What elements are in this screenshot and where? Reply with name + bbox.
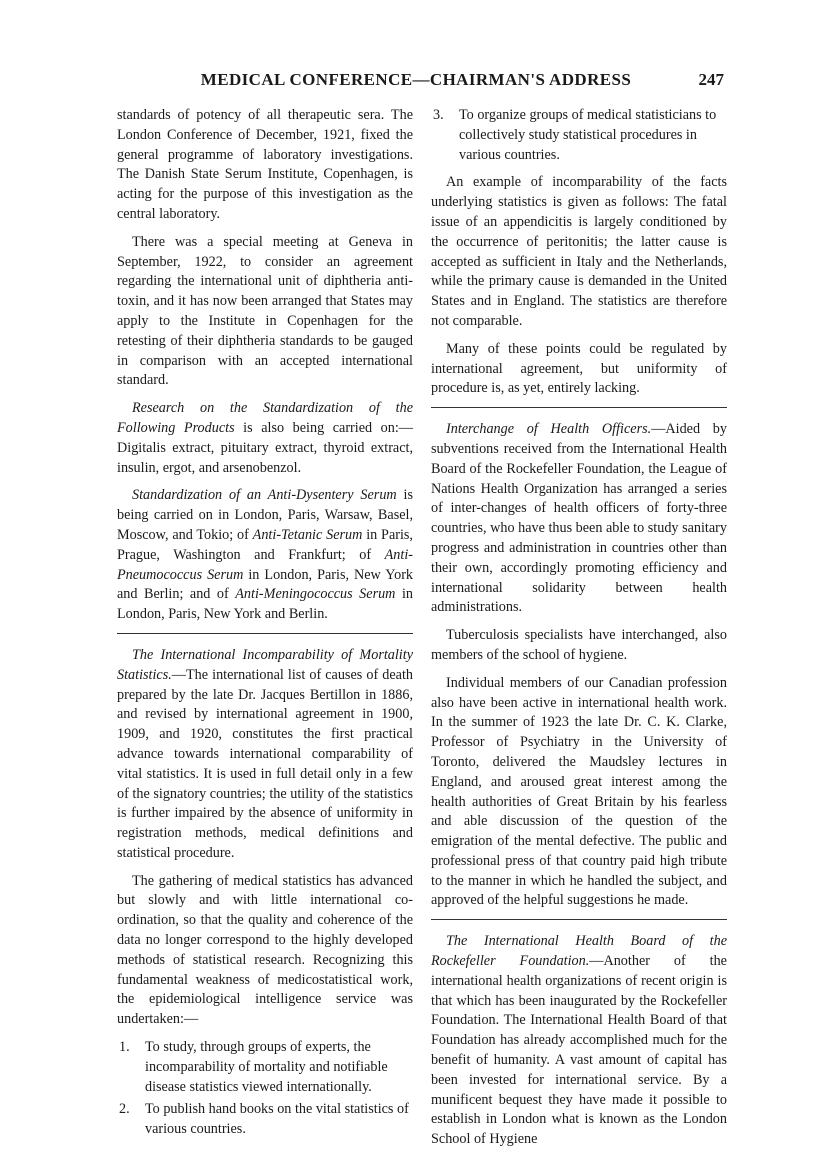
paragraph-research-standardization xyxy=(117,399,413,478)
list-text: To publish hand books on the vital statistics of various countries. xyxy=(145,1101,409,1138)
paragraph-sera-standards: standards of potency of all therapeutic sera. The London Conference of December, 1921, fixed the general programme of laboratory investigations. The Danish State Serum Institute, Copenhagen, is acting for the purpose of this investigation as the central laboratory. xyxy=(117,107,413,222)
numbered-list xyxy=(117,1038,413,1140)
section-heading: Standardization of an Anti-Dysentery Serum xyxy=(132,487,397,504)
paragraph-interchange-officers xyxy=(431,420,727,618)
list-number: 3. xyxy=(433,107,444,123)
section-heading: Research on the Standardization of the Following Products xyxy=(117,400,413,436)
paragraph-regulation: Many of these points could be regulated by international agreement, but uniformity of procedure is, as yet, entirely lacking. xyxy=(431,340,727,397)
paragraph-text: in London, Paris, New York and Berlin. xyxy=(117,586,413,623)
header-title: MEDICAL CONFERENCE—CHAIRMAN'S ADDRESS xyxy=(200,70,632,89)
paragraph-tuberculosis: Tuberculosis specialists have interchanged, also members of the school of hygiene. xyxy=(431,627,727,663)
serum-name: Anti-Meningococcus Serum xyxy=(235,586,396,603)
list-item xyxy=(117,1100,413,1140)
paragraph-text: —Another of the international health organizations of recent origin is that which has been inaugurated by the Rockefeller Foundation. The International Health Board of that Foundation has already accomplished much for the benefit of humanity. A vast amount of capital has been invested for international service. By a munificent bequest they have made it possible to establish in London what is known as the London School of Hygiene xyxy=(431,953,727,1148)
section-heading: The International Incomparability of Mortality Statistics. xyxy=(117,646,413,683)
numbered-list xyxy=(431,106,727,165)
paragraph-text: in Paris, Prague, Washington and Frankfurt; of xyxy=(117,526,413,563)
list-number: 2. xyxy=(119,1101,130,1118)
paragraph-incomparability-example: An example of incomparability of the facts underlying statistics is given as follows: The fatal issue of an appendicitis is largely conditioned by the occurrence of peritonitis; the latter cause is accepted as sufficient in Italy and the Netherlands, while the primary cause is demanded in the United States and in England. The statistics are therefore not comparable. xyxy=(431,174,727,329)
section-divider xyxy=(117,633,413,634)
list-item xyxy=(431,106,727,165)
section-divider xyxy=(431,407,727,408)
section-divider xyxy=(431,919,727,920)
paragraph-text: —Aided by subventions received from the International Health Board of the Rockefeller Foundation, the League of Nations Health Organization has arranged a series of inter-changes of health officers of forty-three countries, who have thus been able to study sanitary progress and administration in countries other than their own, accordingly promoting efficiency and international solidarity between health administrations. xyxy=(431,421,727,616)
list-number: 1. xyxy=(119,1039,130,1056)
page-number: 247 xyxy=(698,70,724,89)
running-header xyxy=(108,70,724,94)
serum-name: Anti-Tetanic Serum xyxy=(252,526,363,543)
paragraph-medical-statistics: The gathering of medical statistics has advanced but slowly and with little international co-ordination, so that the quality and coherence of the data no longer correspond to the highly developed methods of statistical research. Recognizing this fundamental weakness of medicostatistical work, the epidemiological intelligence service was undertaken:— xyxy=(117,872,413,1028)
paragraph-rockefeller xyxy=(431,932,727,1150)
list-text: To organize groups of medical statisticians to collectively study statistical procedures in various countries. xyxy=(459,107,717,163)
left-column xyxy=(117,106,413,1148)
list-item xyxy=(117,1038,413,1097)
paragraph-canadian-members: Individual members of our Canadian profession also have been active in international health work. In the summer of 1923 the late Dr. C. K. Clarke, Professor of Psychiatry in the University of Toronto, delivered the Maudsley lectures in England, and aroused great interest among the health authorities of Great Britain by his fearless and able discussion of the question of the emigration of the mental defective. The public and professional press of that country paid high tribute to the manner in which he handled the subject, and approved of the helpful suggestions he made. xyxy=(431,674,727,909)
paragraph-text: —The international list of causes of death prepared by the late Dr. Jacques Bertillon in 1886, and revised by international agreement in 1900, 1909, and 1920, constitutes the first practical advance towards international comparability of vital statistics. It is used in full detail only in a few of the signatory countries; the utility of the statistics is further impaired by the absence of uniformity in registration methods, medical definitions and statistical procedure. xyxy=(117,666,413,861)
paragraph-mortality-statistics xyxy=(117,646,413,864)
paragraph-text: is being carried on in London, Paris, Warsaw, Basel, Moscow, and Tokio; of xyxy=(117,487,413,543)
list-text: To study, through groups of experts, the incomparability of mortality and notifiable disease statistics viewed internationally. xyxy=(145,1039,388,1095)
right-column xyxy=(431,106,727,1158)
section-heading: The International Health Board of the Rockefeller Foundation. xyxy=(431,933,727,970)
paragraph-text: in London, Paris, New York and Berlin; and of xyxy=(117,566,414,603)
serum-name: Anti-Pneumococcus Serum xyxy=(117,546,413,583)
section-heading: Interchange of Health Officers. xyxy=(446,421,652,438)
paragraph-geneva-meeting: There was a special meeting at Geneva in September, 1922, to consider an agreement regarding the international unit of diphtheria anti-toxin, and it has now been arranged that States may apply to the Institute in Copenhagen for the retesting of their diphtheria standards to be gauged in comparison with an accepted international standard. xyxy=(117,233,413,389)
paragraph-anti-dysentery xyxy=(117,486,413,625)
paragraph-text: is also being carried on:— Digitalis extract, pituitary extract, thyroid extract, insulin, ergot, and arsenobenzol. xyxy=(117,419,413,476)
